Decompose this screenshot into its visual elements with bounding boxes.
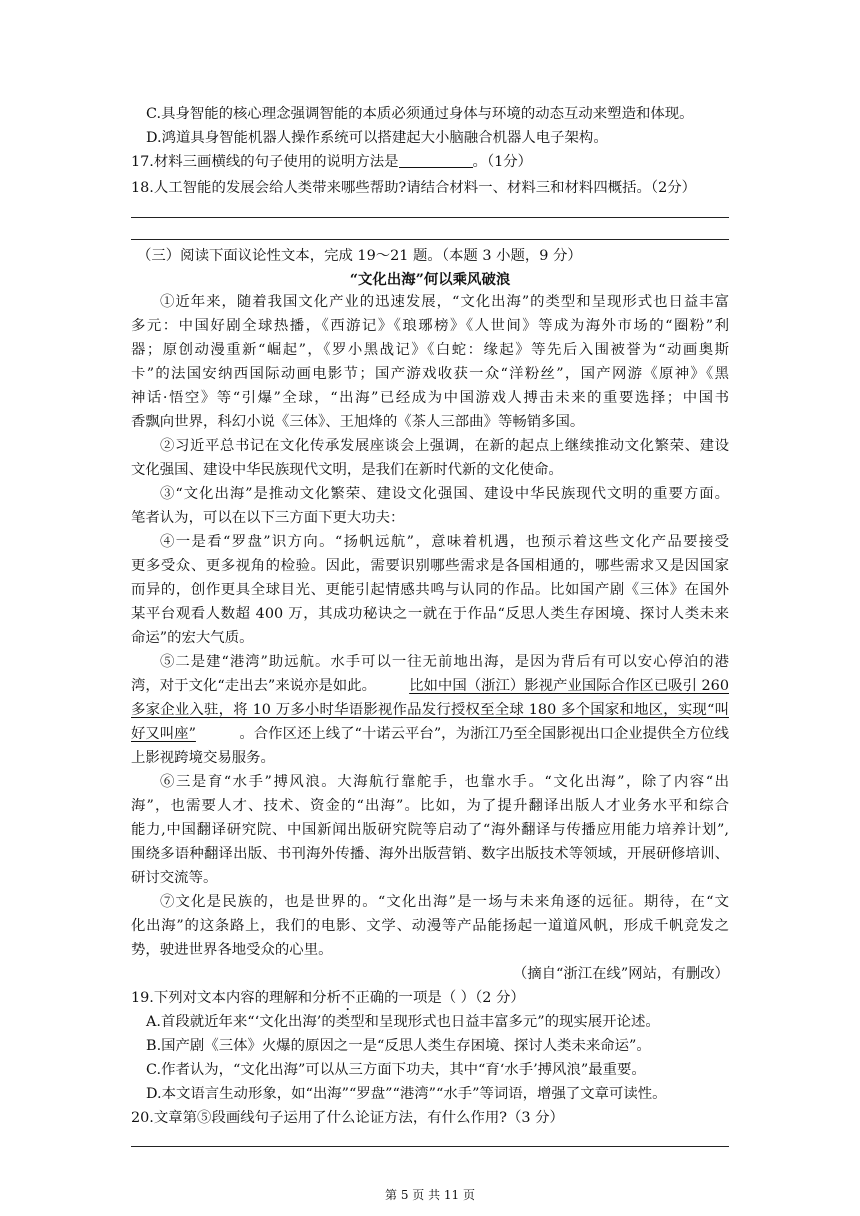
page-number: 第 5 页 共 11 页 [385,1188,475,1202]
text-line: 笔者认为，可以在以下三方面下更大功夫： [131,510,405,526]
underlined-sentence: 好又叫座” [131,726,196,742]
q17-score: 。（1分） [472,154,533,170]
question-18: 18.人工智能的发展会给人类带来哪些帮助?请结合材料一、材料三和材料四概括。（2分） [131,180,697,196]
q19-option-b: B.国产剧《三体》火爆的原因之一是“反思人类生存困境、探讨人类未来命运”。 [146,1038,651,1054]
text-line: ⑤二是建“港湾”助远航。水手可以一往无前地出海，是因为背后有可以安心停泊的港 [160,654,729,670]
text-line: 研讨交流等。 [131,870,218,886]
answer-line [131,239,729,240]
answer-line [131,217,729,218]
text-line [131,676,729,696]
underlined-sentence: 多家企业入驻，将 10 万多小时华语影视作品发行授权至全球 180 多个国家和地区，实现“叫 [131,702,729,718]
q19-option-c: C.作者认为，“文化出海”可以从三方面下功夫，其中“育‘水手’搏风浪”最重要。 [146,1062,646,1078]
text-line: ⑥三是育“水手”搏风浪。大海航行靠舵手，也靠水手。“文化出海”，除了内容“出 [160,774,729,790]
q17-answer-blank [399,153,473,168]
text-line: ⑦文化是民族的，也是世界的。“文化出海”是一场与未来角逐的远征。期待，在“文 [160,894,729,910]
answer-line [131,1146,729,1147]
article-title: “文化出海”何以乘风破浪 [349,271,511,288]
text-line: 上影视跨境交易服务。 [131,750,275,766]
text-line: 化出海”的这条路上，我们的电影、文学、动漫等产品能扬起一道道风帆，形成千帆竞发之 [131,918,729,934]
question-19 [131,988,525,1014]
text-line: 香飘向世界，科幻小说《三体》、王旭烽的《茶人三部曲》等畅销多国。 [131,414,585,430]
underlined-sentence: 比如中国（浙江）影视产业国际合作区已吸引 260 [409,678,729,694]
text-line: 能力,中国翻译研究院、中国新闻出版研究院等启动了“海外翻译与传播应用能力培养计划”, [131,822,729,838]
q19-option-a: A.首段就近年来“‘文化出海’的类型和呈现形式也日益丰富多元”的现实展开论述。 [146,1014,660,1030]
text-line: ②习近平总书记在文化传承发展座谈会上强调，在新的起点上继续推动文化繁荣、建设 [160,438,729,454]
text-line: 命运”的宏大气质。 [131,630,254,646]
question-17 [131,152,532,172]
q19-emphasis: 不 [340,990,356,1006]
text-line: 器；原创动漫重新“崛起”，《罗小黑战记》《白蛇：缘起》等先后入围被誉为“动画奥斯 [131,342,729,358]
section-heading: （三）阅读下面议论性文本，完成 19～21 题。（本题 3 小题，9 分） [137,248,582,264]
source-note: （摘自“浙江在线”网站，有删改） [512,966,729,982]
q17-text: 17.材料三画横线的句子使用的说明方法是 [131,154,399,170]
q16-option-c: C.具身智能的核心理念强调智能的本质必须通过身体与环境的动态互动来塑造和体现。 [146,106,694,122]
q19-option-d: D.本文语言生动形象，如“出海”“罗盘”“港湾”“水手”等词语，增强了文章可读性。 [146,1086,667,1102]
text-line: 更多受众、更多视角的检验。因此，需要识别哪些需求是各国相通的，哪些需求又是因国家 [131,558,729,574]
text-line: 势，驶进世界各地受众的心里。 [131,942,333,958]
text-line: 围绕多语种翻译出版、书刊海外传播、海外出版营销、数字出版技术等领域，开展研修培训、 [131,846,729,862]
text-line [131,724,729,744]
text-line: ③“文化出海”是推动文化繁荣、建设文化强国、建设中华民族现代文明的重要方面。 [160,486,729,502]
q19-text-end: 正确的一项是（ ）（2 分） [355,990,525,1006]
question-20: 20.文章第⑤段画线句子运用了什么论证方法，有什么作用?（3 分） [131,1110,564,1126]
text-line: 多元：中国好剧全球热播，《西游记》《琅琊榜》《人世间》等成为海外市场的“圈粉”利 [131,318,729,334]
text-segment: 湾，对于文化“走出去”来说亦是如此。 [131,678,376,694]
q19-text: 19.下列对文本内容的理解和分析 [131,990,341,1006]
text-line: 而异的，创作更具全球目光、更能引起情感共鸣与认同的作品。比如国产剧《三体》在国外 [131,582,729,598]
text-line: ①近年来，随着我国文化产业的迅速发展，“文化出海”的类型和呈现形式也日益丰富 [160,294,729,310]
text-line: 某平台观看人数超 400 万，其成功秘诀之一就在于作品“反思人类生存困境、探讨人类未来 [131,606,729,622]
text-line: 文化强国、建设中华民族现代文明，是我们在新时代新的文化使命。 [131,462,563,478]
text-line: 海”，也需要人才、技术、资金的“出海”。比如，为了提升翻译出版人才业务水平和综合 [131,798,729,814]
text-line: ④一是看“罗盘”识方向。“扬帆远航”，意味着机遇，也预示着这些文化产品要接受 [160,534,729,550]
text-segment: 。合作区还上线了“十诺云平台”，为浙江乃至全国影视出口企业提供全方位线 [239,726,729,742]
q16-option-d: D.鸿道具身智能机器人操作系统可以搭建起大小脑融合机器人电子架构。 [146,130,608,146]
text-line: 神话·悟空》等“引爆”全球，“出海”已经成为中国游戏人搏击未来的重要选择；中国书 [131,390,729,406]
text-line: 卡”的法国安纳西国际动画电影节；国产游戏收获一众“洋粉丝”，国产网游《原神》《黑 [131,366,729,382]
